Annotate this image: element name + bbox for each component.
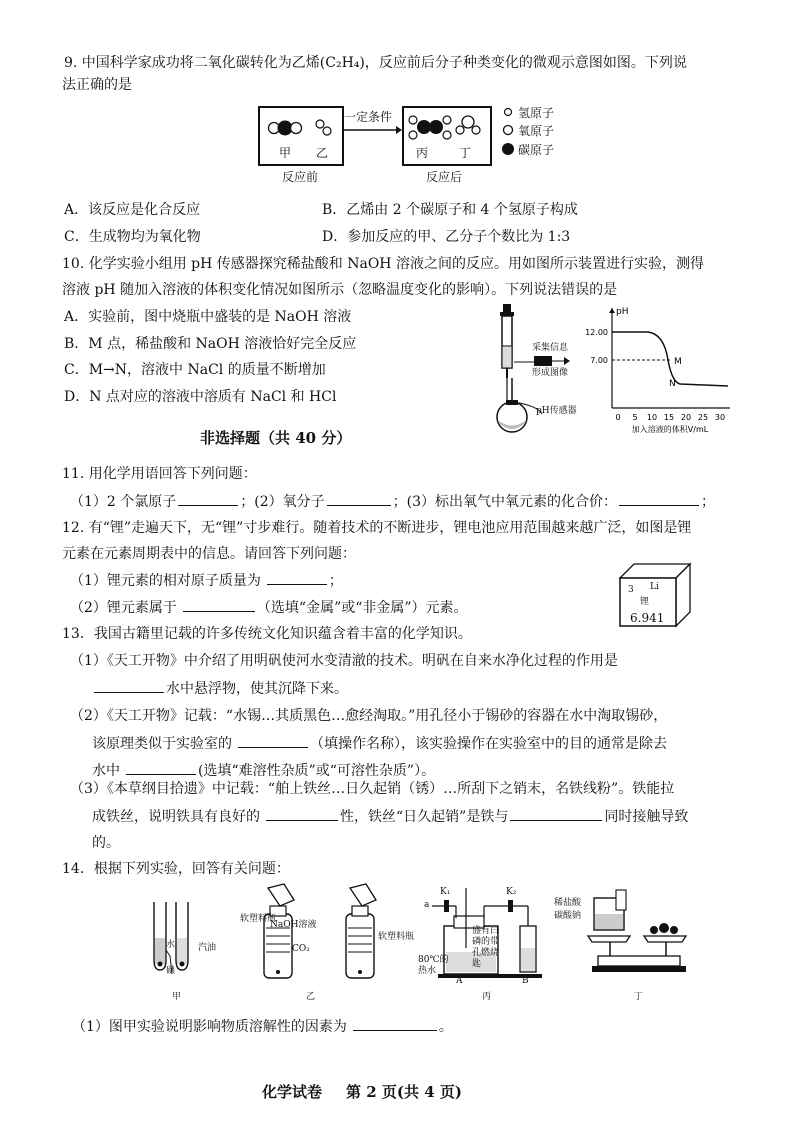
fig-bing-k2: K₂ [506, 887, 517, 897]
fig-bing-k1: K₁ [440, 887, 451, 897]
q11-end: ； [701, 494, 716, 510]
q11-part1: （1）2 个氯原子 [70, 494, 177, 510]
q13-stem: 13．我国古籍里记载的许多传统文化知识蕴含着丰富的化学知识。 [62, 626, 472, 642]
legend-hydrogen: 氢原子 [518, 106, 555, 120]
x-axis-label: 加入溶液的体积V/mL [631, 425, 709, 434]
fig-bing-B: B [522, 976, 529, 986]
q13-blank-4[interactable] [266, 807, 338, 821]
x-tick-30: 30 [714, 413, 726, 422]
x-tick-20: 20 [680, 413, 692, 422]
q14-stem: 14．根据下列实验，回答有关问题： [62, 861, 290, 877]
q14-blank-1[interactable] [353, 1017, 437, 1031]
collect-info-label: 采集信息 [532, 343, 569, 353]
y-tick-12: 12.00 [585, 328, 608, 337]
q11-part2: ；(2）氧分子 [240, 494, 325, 510]
q12-stem-line2: 元素在元素周期表中的信息。请回答下列问题： [62, 546, 356, 562]
footer-title: 化学试卷 [262, 1083, 323, 1101]
fig-jia-iodine: 碘 [166, 966, 176, 976]
q10-option-c: C．M→N，溶液中 NaCl 的质量不断增加 [64, 362, 326, 378]
point-n-label: N [669, 379, 676, 389]
fig-ding-caption: 丁 [634, 992, 644, 1002]
q13-s1-line1: （1）《天工开物》中介绍了用明矾使河水变清澈的技术。明矾在自来水净化过程的作用是 [70, 653, 618, 669]
q10-stem-line2: 溶液 pH 随加入溶液的体积变化情况如图所示（忽略温度变化的影响）。下列说法错误的是 [62, 282, 618, 298]
q12-blank-1[interactable] [267, 571, 327, 585]
fig-bing-caption: 丙 [482, 992, 492, 1002]
q14-sub1-text: （1）图甲实验说明影响物质溶解性的因素为 [72, 1019, 347, 1035]
x-tick-15: 15 [663, 413, 675, 422]
q14-sub1 [72, 1017, 453, 1036]
before-caption: 反应前 [282, 170, 319, 184]
fig-ding-carbonate: 碳酸钠 [554, 911, 582, 921]
q13-s2-line1: （2）《天工开物》记载：“水锡…其质黑色…愈经淘取。”用孔径小于锡砂的容器在水中淘取锡砂， [70, 708, 668, 724]
q13-blank-3[interactable] [126, 761, 196, 775]
y-axis-label: pH [616, 307, 629, 317]
q13-blank-2[interactable] [238, 734, 308, 748]
q11-answer-line [70, 492, 715, 511]
form-image-label: 形成图像 [532, 368, 569, 378]
legend-oxygen: 氧原子 [518, 124, 555, 138]
q13-s3-line3: 的。 [92, 835, 120, 851]
q13-s3-line2 [92, 807, 688, 826]
q13-s2-line2a: 该原理类似于实验室的 [92, 736, 232, 752]
legend-carbon: 碳原子 [518, 143, 555, 157]
q12-stem-line1: 12. 有“锂”走遍天下，无“锂”寸步难行。随着技术的不断进步，锂电池应用范围越来越广泛，如图是锂 [62, 520, 692, 536]
element-number: 3 [628, 585, 634, 595]
q13-s2-line3a: 水中 [92, 763, 120, 779]
q9-option-b: B．乙烯由 2 个碳原子和 4 个氢原子构成 [322, 202, 578, 218]
reaction-arrow [342, 126, 402, 136]
q13-s2-line2 [92, 734, 667, 753]
after-caption: 反应后 [426, 170, 463, 184]
q12-sub1 [70, 571, 343, 590]
q12-sub1-text: （1）锂元素的相对原子质量为 [70, 573, 261, 589]
q13-s1-line2-text: 水中悬浮物，使其沉降下来。 [166, 681, 348, 697]
q12-sub2-end: （选填“金属”或“非金属”）元素。 [256, 600, 468, 616]
label-ding: 丁 [459, 146, 472, 160]
condition-label: 一定条件 [344, 110, 393, 124]
q13-s3-line2b: 性，铁丝“日久起销”是铁与 [340, 809, 509, 825]
q9-option-d: D．参加反应的甲、乙分子个数比为 1:3 [322, 229, 571, 245]
x-tick-0: 0 [615, 413, 621, 422]
label-bing: 丙 [416, 146, 429, 160]
element-name: 锂 [640, 597, 650, 607]
fig-jia-caption: 甲 [172, 992, 182, 1002]
label-jia: 甲 [279, 146, 292, 160]
fig-ding-acid: 稀盐酸 [554, 898, 582, 908]
q13-s2-line2b: （填操作名称），该实验操作在实验室中的目的通常是除去 [310, 736, 667, 752]
fig-yi-naoh: NaOH溶液 [270, 920, 317, 930]
q12-sub2 [70, 598, 468, 617]
q13-s3-line2a: 成铁丝，说明铁具有良好的 [92, 809, 260, 825]
fig-yi-caption: 乙 [306, 992, 316, 1002]
section-title: 非选择题（共 40 分） [200, 429, 352, 447]
q10-option-b: B．M 点，稀盐酸和 NaOH 溶液恰好完全反应 [64, 336, 357, 352]
q12-blank-2[interactable] [183, 598, 255, 612]
point-m-label: M [674, 357, 682, 367]
q9-stem-line2: 法正确的是 [62, 77, 132, 93]
q9-option-c: C．生成物均为氧化物 [64, 229, 201, 245]
q12-sub2-text: （2）锂元素属于 [70, 600, 177, 616]
q11-blank-1[interactable] [178, 492, 238, 506]
q11-part3: ；(3）标出氧气中氧元素的化合价： [392, 494, 618, 510]
q11-blank-2[interactable] [327, 492, 391, 506]
x-tick-25: 25 [697, 413, 709, 422]
y-tick-7: 7.00 [590, 356, 608, 365]
q13-blank-5[interactable] [510, 807, 602, 821]
q9-stem-line1: 9. 中国科学家成功将二氧化碳转化为乙烯(C₂H₄)，反应前后分子种类变化的微观示意图如图。下列说 [64, 55, 687, 71]
q13-s3-line2c: 同时接触导致 [604, 809, 689, 825]
footer-page: 第 2 页(共 4 页) [346, 1083, 462, 1101]
q10-option-a: A．实验前，图中烧瓶中盛装的是 NaOH 溶液 [64, 309, 352, 325]
before-molecules [258, 106, 344, 166]
fig-ding-balance [586, 888, 694, 984]
element-symbol: Li [650, 582, 659, 592]
label-yi: 乙 [316, 146, 329, 160]
q14-sub1-end: 。 [438, 1019, 453, 1035]
fig-jia-gasoline: 汽油 [198, 943, 217, 953]
fig-yi-bottle-label-1: 软塑料瓶 [240, 914, 277, 924]
q9-option-a: A．该反应是化合反应 [64, 202, 201, 218]
x-tick-5: 5 [632, 413, 638, 422]
q11-blank-3[interactable] [619, 492, 699, 506]
y-axis-arrow [609, 308, 615, 313]
q11-stem: 11. 用化学用语回答下列问题： [62, 466, 257, 482]
legend-icons [502, 106, 514, 156]
q10-stem-line1: 10. 化学实验小组用 pH 传感器探究稀盐酸和 NaOH 溶液之间的反应。用如图所示装置进行实验，测得 [62, 256, 704, 272]
q13-s2-line3b: (选填“难溶性杂质”或“可溶性杂质”）。 [198, 763, 436, 779]
fig-bing-A: A [456, 976, 463, 986]
fig-bing-a: a [424, 900, 430, 910]
q12-sub1-end: ； [328, 573, 343, 589]
element-mass: 6.941 [630, 611, 665, 625]
fig-bing-inner: 盛有白磷的带孔燃烧匙 [472, 926, 500, 969]
ph-sensor-label: pH传感器 [536, 406, 577, 416]
ph-curve [612, 332, 728, 386]
q13-s1-line2 [92, 679, 348, 698]
fig-bing-hot-water: 80℃的热水 [418, 955, 449, 976]
ph-chart [560, 302, 740, 432]
q10-option-d: D．N 点对应的溶液中溶质有 NaCl 和 HCl [64, 389, 337, 405]
q13-s2-line3 [92, 761, 435, 780]
q13-s3-line1: （3）《本草纲目拾遗》中记载：“舶上铁丝…日久起销（锈）…所刮下之销末，名铁线粉”。铁能拉 [70, 781, 675, 797]
x-tick-10: 10 [646, 413, 658, 422]
fig-jia-water: 水 [166, 940, 176, 950]
q13-blank-1[interactable] [94, 679, 164, 693]
fig-yi-co2: CO₂ [292, 944, 310, 954]
fig-yi-bottle-label-2: 软塑料瓶 [378, 932, 415, 942]
